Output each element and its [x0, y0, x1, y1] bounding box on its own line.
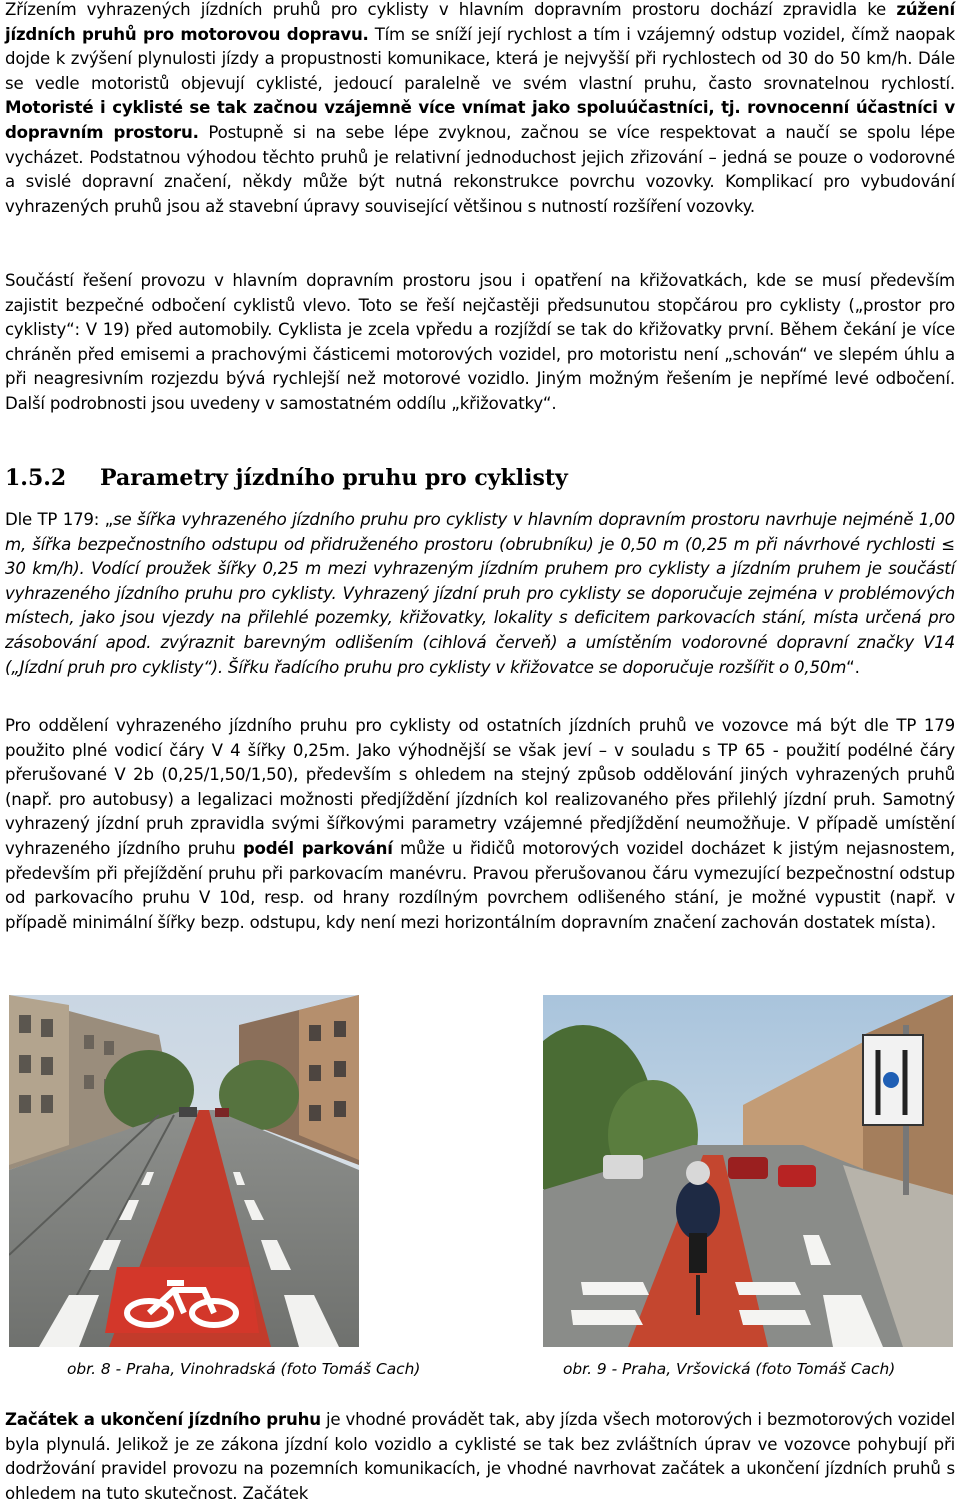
text: “. [846, 657, 860, 677]
text: Postupně si na sebe lépe zvyknou, začnou se více respektovat a naučí se spolu lépe vycházet. Podstatnou výhodou těchto pruhů je relativní jednoduchost jejich zřizování – jedná se pouze o vodorovné a svislé dopravní značení, někdy může být nutná rekonstrukce povrchu vozovky. Komplikací pro vybudování vyhrazených pruhů jsou až stavební úpravy související většinou s nutností rozšíření vozovky. [5, 122, 955, 216]
text: Pro oddělení vyhrazeného jízdního pruhu pro cyklisty od ostatních jízdních pruhů ve vozovce má být dle TP 179 použito plné vodicí čáry V 4 šířky 0,25m. Jako výhodnější se však jeví – v souladu s TP 65 - použití podélné čáry přerušované V 2b (0,25/1,50/1,50), především s ohledem na stejný způsob oddělování jiných vyhrazených pruhů (např. pro autobusy) a legalizaci možnosti předjíždění jízdních kol realizovaného přes přilehlý jízdní pruh. Samotný vyhrazený jízdní pruh zpravidla svými šířkovými parametry vzájemné předjíždění neumožňuje. V případě umístění vyhrazeného jízdního pruhu [5, 716, 955, 858]
photo-vinohradska [9, 995, 359, 1347]
paragraph-lane-start-end [5, 1408, 955, 1506]
text: Dle TP 179: „ [5, 510, 114, 529]
bold-text: zúžení jízdních pruhů pro motorovou dopravu. [5, 0, 955, 44]
paragraph-lane-separation [5, 714, 955, 935]
bold-text: Začátek a ukončení jízdního pruhu [5, 1410, 321, 1429]
text: může u řidičů motorových vozidel docházet k jistým nejasnostem, především při přejíždění pruhu při parkovacím manévru. Pravou přerušovanou čáru vymezující bezpečnostní odstup od parkovacího pruhu V 10d, resp. od hrany rozdílným povrchem odlišeného stání, je možné vypustit (např. v případě minimální šířky bezp. odstupu, kdy není mezi horizontálním dopravním značení zachován dostatek místa). [5, 838, 956, 932]
paragraph-intersections: Součástí řešení provozu v hlavním dopravním prostoru jsou i opatření na křižovatkách, kde se musí především zajistit bezpečné odbočení cyklistů vlevo. Toto se řeší nejčastěji předsunutou stopčárou pro cyklisty („prostor pro cyklisty“: V 19) před automobily. Cyklista je zcela vpředu a rozjíždí se tak do křižovatky první. Během čekání je více chráněn před emisemi a prachovými částicemi motorových vozidel, pro motoristu není „schován“ ve slepém úhlu a při neagresivním rozjezdu bývá rychlejší než motorové vozidlo. Jiným možným řešením je nepřímé levé odbočení. Další podrobnosti jsou uvedeny v samostatném oddílu „křižovatky“. [5, 271, 955, 413]
street-photo-2 [543, 995, 953, 1347]
street-photo-1 [9, 995, 359, 1347]
section-number: 1.5.2 [5, 465, 67, 491]
bold-text: podél parkování [242, 838, 393, 858]
paragraph-lane-benefits [5, 0, 955, 219]
bold-text: Motoristé i cyklisté se tak začnou vzájemně více vnímat jako spoluúčastníci, tj. rovnocenní účastníci v dopravním prostoru. [5, 98, 955, 142]
text: Zřízením vyhrazených jízdních pruhů pro cyklisty v hlavním dopravním prostoru dochází zpravidla ke [5, 0, 897, 19]
section-heading [5, 465, 955, 491]
paragraph-tp179-quote [5, 508, 955, 680]
text: Tím se sníží její rychlost a tím i vzájemný odstup vozidel, čímž naopak dojde k zvýšení plynulosti jízdy a propustnosti komunikace, která je nejvyšší při rychlostech od 30 do 50 km/h. Dále se vedle motoristů objevují cyklisté, jedoucí paralelně ve svém vlastní pruhu, často srovnatelnou rychlostí. [5, 24, 955, 93]
section-title: Parametry jízdního pruhu pro cyklisty [100, 465, 568, 491]
figure-caption-9: obr. 9 - Praha, Vršovická (foto Tomáš Cach) [563, 1360, 896, 1378]
figure-caption-8: obr. 8 - Praha, Vinohradská (foto Tomáš Cach) [67, 1360, 421, 1378]
photo-vrsovicka [543, 995, 953, 1347]
italic-quote: se šířka vyhrazeného jízdního pruhu pro cyklisty v hlavním dopravním prostoru navrhuje nejméně 1,00 m, šířka bezpečnostního odstupu od přidruženého prostoru (obrubníku) je 0,50 m (0,25 m při návrhové rychlosti ≤ 30 km/h). Vodící proužek šířky 0,25 m mezi vyhrazeným jízdním pruhem pro cyklisty a jízdním pruhem je součástí vyhrazeného jízdního pruhu pro cyklisty. Vyhrazený jízdní pruh pro cyklisty se doporučuje zejména v problémových místech, jako jsou vjezdy na přilehlé pozemky, křižovatky, lokality s deficitem parkovacích stání, místa určená pro zásobování apod. zvýraznit barevným odlišením (cihlová červeň) a umístěním vodorovné dopravní značky V14 („Jízdní pruh pro cyklisty“). Šířku řadícího pruhu pro cyklisty v křižovatce se doporučuje rozšířit o 0,50m [5, 510, 955, 677]
text: je vhodné provádět tak, aby jízda všech motorových i bezmotorových vozidel byla plynulá. Jelikož je ze zákona jízdní kolo vozidlo a cyklisté se tak bez zvláštních úprav ve vozovce pohybují při dodržování pravidel provozu na pozemních komunikacích, je vhodné navrhovat začátek a ukončení jízdních pruhů s ohledem na tuto skutečnost. Začátek [5, 1410, 956, 1503]
